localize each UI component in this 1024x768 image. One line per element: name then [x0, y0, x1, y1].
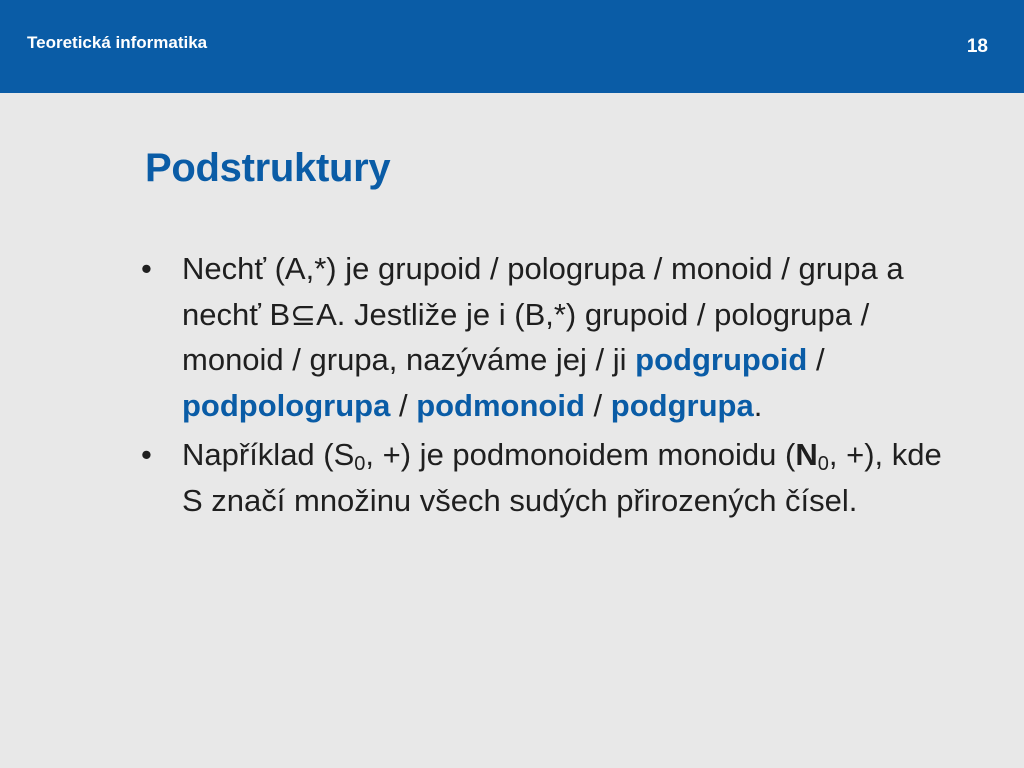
- natural-numbers-symbol: N: [795, 437, 818, 472]
- separator: /: [390, 387, 417, 423]
- bullet-item-definition: [141, 246, 961, 428]
- term-podpologrupa: podpologrupa: [182, 387, 391, 423]
- bullet-list: [141, 246, 961, 527]
- bullet-item-example: [141, 432, 961, 523]
- subscript-zero: 0: [354, 453, 366, 475]
- subscript-zero: 0: [817, 453, 829, 475]
- definition-text: Nechť (A,*) je grupoid / pologrupa / monoid / grupa a nechť B: [182, 251, 904, 332]
- example-text: Například (S: [182, 437, 355, 472]
- slide-title: Podstruktury: [145, 146, 391, 190]
- bullet-icon: •: [141, 251, 152, 286]
- example-text-continued: , +) je podmonoidem monoidu (: [365, 437, 796, 472]
- term-podmonoid: podmonoid: [416, 387, 585, 423]
- example-text-end: , +), kde S značí množinu všech sudých přirozených čísel.: [182, 437, 942, 518]
- bullet-icon: •: [141, 437, 152, 472]
- slide-header: [0, 0, 1024, 93]
- separator: /: [807, 342, 825, 377]
- sentence-end: .: [753, 387, 763, 423]
- definition-text-continued: A. Jestliže je i (B,*) grupoid / pologrupa / monoid / grupa, nazýváme jej / ji: [182, 296, 870, 377]
- subset-symbol: ⊆: [290, 296, 317, 332]
- term-podgrupoid: podgrupoid: [635, 342, 808, 377]
- separator: /: [584, 387, 611, 423]
- course-title: Teoretická informatika: [27, 33, 208, 52]
- term-podgrupa: podgrupa: [610, 387, 754, 423]
- page-number: 18: [966, 36, 988, 57]
